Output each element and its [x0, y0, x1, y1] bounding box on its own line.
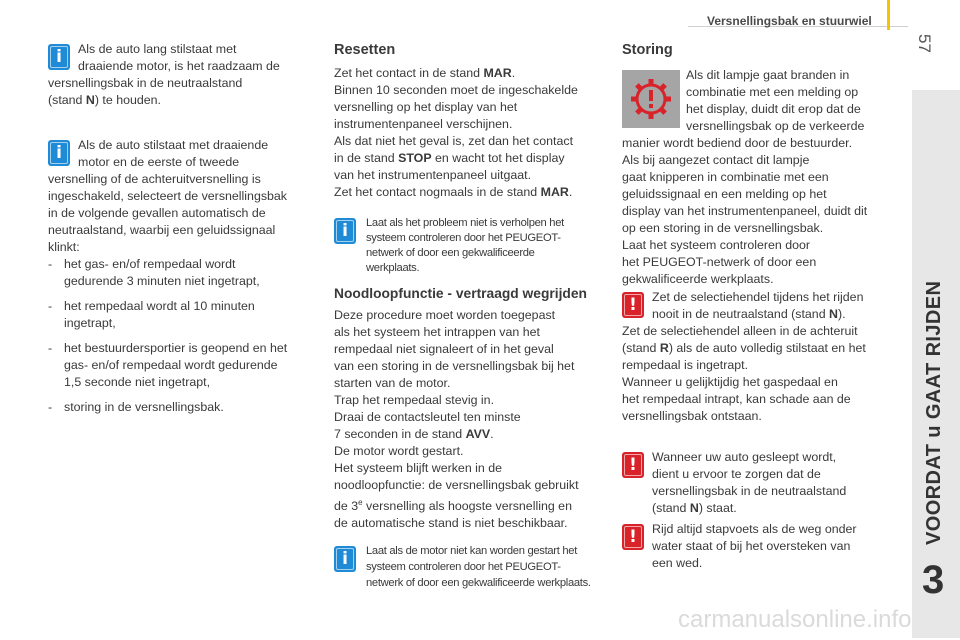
noodloop-text: Deze procedure moet worden toegepast als het systeem het intrappen van het rempedaal niet signaleert of in het geval van een storing in de versnellingsbak bij het starten van de motor. Trap het rempedaal stevig in. Draai de contactsleutel ten minste 7 seconden in de stand AVV. De motor wordt gestart. Het systeem blijft werken in de noodloopfunctie: de versnellingsbak gebruikt de 3e versnelling als hoogste versnelling en de automatische stand is niet beschikbaar. [334, 308, 579, 531]
list-item: - het bestuurdersportier is geopend en het gas- en/of rempedaal wordt gedurende 1,5 seconde niet ingetrapt, [48, 341, 288, 389]
storing-text: Als dit lampje gaat branden in combinatie met een melding op het display, duidt dit erop dat de versnellingsbak op de verkeerde manier wordt bediend door de bestuurder. Als bij aangezet contact dit lampje gaat knipperen in combinatie met een geluidssignaal en een melding op het display van het instrumentenpaneel, duidt dit op een storing in de versnellingsbak. Laat het systeem controleren door het PEUGEOT-netwerk of door een gekwalificeerde werkplaats. [622, 68, 868, 286]
warning-selector: Zet de selectiehendel tijdens het rijden nooit in de neutraalstand (stand N). Zet de selectiehendel alleen in de achteruit (stand R) als de auto volledig stilstaat en het rempedaal is ingetrapt. Wanneer u gelijktijdig het gaspedaal en het rempedaal intrapt, kan schade aan de versnellingsbak ontstaan. [622, 290, 866, 423]
list-item: - het rempedaal wordt al 10 minuten ingetrapt, [48, 299, 255, 330]
heading-storing: Storing [622, 42, 673, 58]
warning-icon: ! [622, 524, 644, 550]
list-item: - storing in de versnellingsbak. [48, 400, 224, 414]
heading-noodloop: Noodloopfunctie - vertraagd wegrijden [334, 286, 587, 301]
section-title: Versnellingsbak en stuurwiel [707, 14, 872, 28]
warning-icon: ! [622, 452, 644, 478]
info-icon: i [334, 218, 356, 244]
info-icon: i [334, 546, 356, 572]
warning-towing: Wanneer uw auto gesleept wordt, dient u ervoor te zorgen dat de versnellingsbak in de neutraalstand (stand N) staat. [652, 450, 847, 515]
list-item: - het gas- en/of rempedaal wordt gedurende 3 minuten niet ingetrapt, [48, 257, 260, 288]
chapter-number: 3 [922, 558, 945, 602]
note-motor: Laat als de motor niet kan worden gestart het systeem controleren door het PEUGEOT- netwerk of door een gekwalificeerde werkplaats. [366, 545, 591, 589]
note-neutral: Als de auto lang stilstaat met draaiende motor, is het raadzaam de versnellingsbak in de neutraalstand (stand N) te houden. [48, 42, 280, 107]
page-number: 57 [915, 34, 934, 53]
note-reset: Laat als het probleem niet is verholpen het systeem controleren door het PEUGEOT- netwerk of door een gekwalificeerde werkplaats. [366, 217, 564, 274]
info-icon: i [48, 44, 70, 70]
warning-icon: ! [622, 292, 644, 318]
chapter-tab-label: VOORDAT u GAAT RIJDEN [923, 280, 945, 545]
resetten-text: Zet het contact in de stand MAR. Binnen 10 seconden moet de ingeschakelde versnelling op het display van het instrumentenpaneel verschijnen. Als dat niet het geval is, zet dan het contact in de stand STOP en wacht tot het display van het instrumentenpaneel uitgaat. Zet het contact nogmaals in de stand MAR. [334, 66, 578, 199]
info-icon: i [48, 140, 70, 166]
heading-resetten: Resetten [334, 42, 396, 58]
note-auto-neutral: Als de auto stilstaat met draaiende motor en de eerste of tweede versnelling of de achteruitversnelling is ingeschakeld, selecteert de versnellingsbak in de volgende gevallen automatisch de neutraalstand, waarbij een geluidssignaal klinkt: [48, 138, 288, 254]
watermark: carmanualsonline.info [678, 606, 912, 633]
bullet-list [48, 256, 320, 416]
warning-water: Rijd altijd stapvoets als de weg onder water staat of bij het oversteken van een wed. [652, 522, 857, 570]
header-divider [887, 0, 890, 30]
